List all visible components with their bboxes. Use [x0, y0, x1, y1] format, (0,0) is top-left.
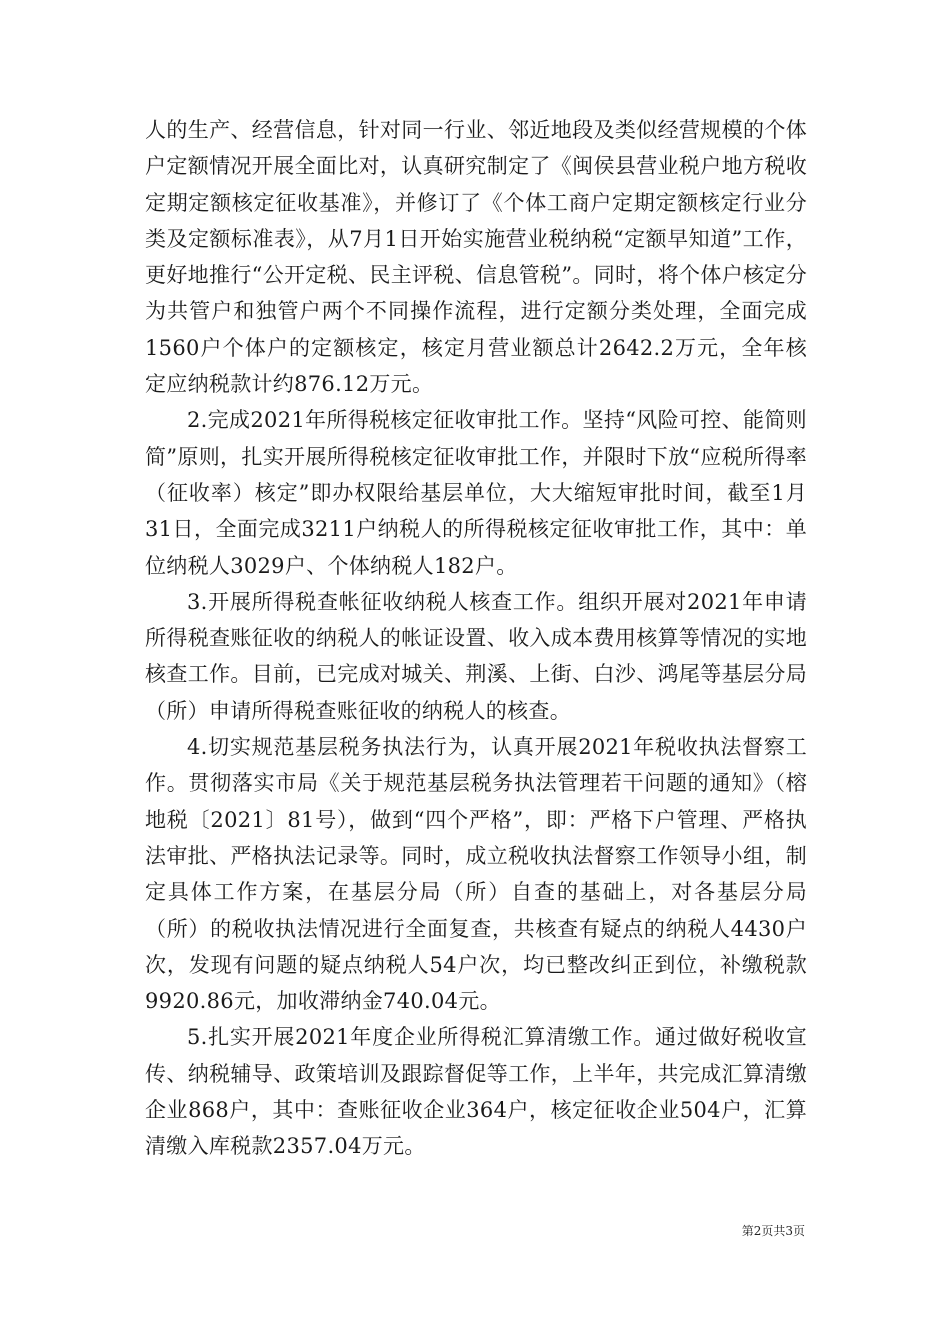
paragraph-item-4: 4.切实规范基层税务执法行为，认真开展2021年税收执法督察工作。贯彻落实市局《关于规范基层税务执法管理若干问题的通知》（榕地税〔2021〕81号），做到“四个严格”，即：严格下户管理、严格执法审批、严格执法记录等。同时，成立税收执法督察工作领导小组，制定具体工作方案，在基层分局（所）自查的基础上，对各基层分局（所）的税收执法情况进行全面复查，共核查有疑点的纳税人4430户次，发现有问题的疑点纳税人54户次，均已整改纠正到位，补缴税款9920.86元，加收滞纳金740.04元。 [145, 735, 807, 1014]
paragraph-item-3: 3.开展所得税查帐征收纳税人核查工作。组织开展对2021年申请所得税查账征收的纳税人的帐证设置、收入成本费用核算等情况的实地核查工作。目前，已完成对城关、荆溪、上街、白沙、鸿尾等基层分局（所）申请所得税查账征收的纳税人的核查。 [145, 589, 807, 723]
document-body [145, 112, 807, 1165]
paragraph-item-5: 5.扎实开展2021年度企业所得税汇算清缴工作。通过做好税收宣传、纳税辅导、政策培训及跟踪督促等工作，上半年，共完成汇算清缴企业868户，其中：查账征收企业364户，核定征收企业504户，汇算清缴入库税款2357.04万元。 [145, 1025, 807, 1159]
page-number-footer [742, 1223, 805, 1239]
paragraph-continuation: 人的生产、经营信息，针对同一行业、邻近地段及类似经营规模的个体户定额情况开展全面比对，认真研究制定了《闽侯县营业税户地方税收定期定额核定征收基准》，并修订了《个体工商户定期定额核定行业分类及定额标准表》，从7月1日开始实施营业税纳税“定额早知道”工作，更好地推行“公开定税、民主评税、信息管税”。同时，将个体户核定分为共管户和独管户两个不同操作流程，进行定额分类处理，全面完成1560户个体户的定额核定，核定月营业额总计2642.2万元，全年核定应纳税款计约876.12万元。 [145, 118, 807, 397]
page-number-text: 第2页共3页 [741, 1224, 805, 1238]
paragraph-item-2: 2.完成2021年所得税核定征收审批工作。坚持“风险可控、能简则简”原则，扎实开展所得税核定征收审批工作，并限时下放“应税所得率（征收率）核定”即办权限给基层单位，大大缩短审批时间，截至1月31日，全面完成3211户纳税人的所得税核定征收审批工作，其中：单位纳税人3029户、个体纳税人182户。 [145, 408, 807, 578]
